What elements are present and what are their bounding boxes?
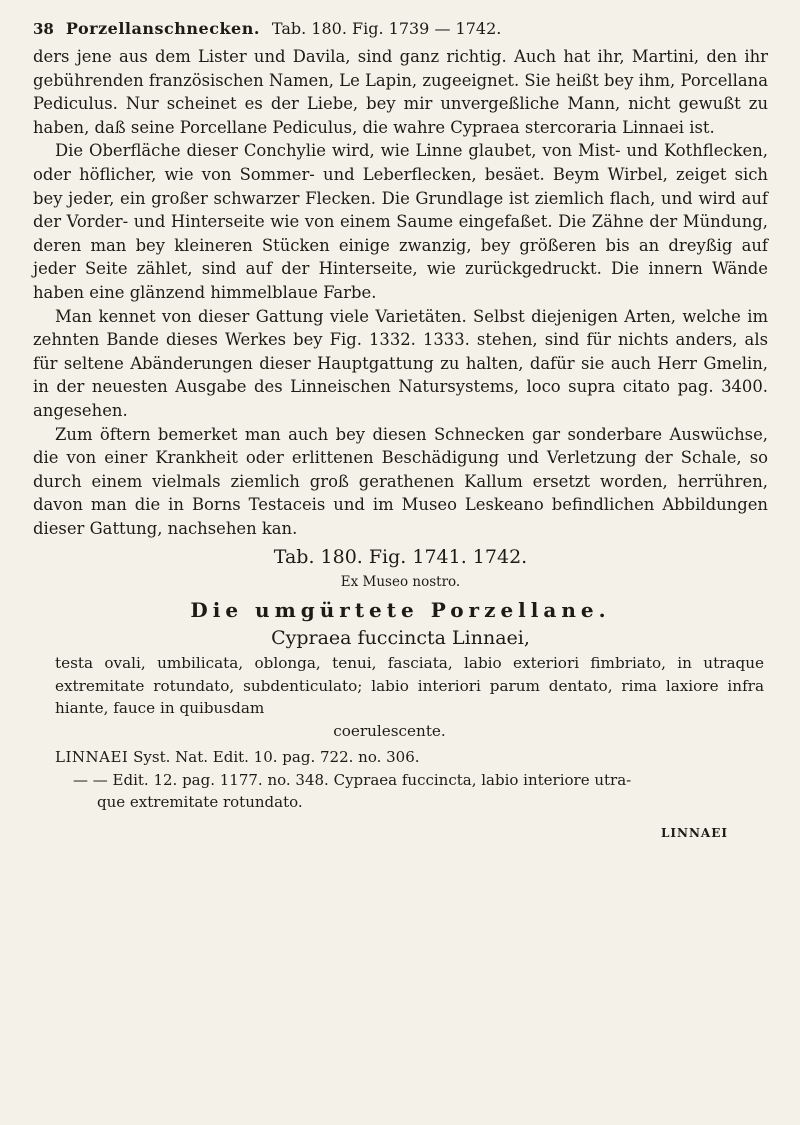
paragraph: Zum öftern bemerket man auch bey diesen Schnecken gar sonderbare Auswüchse, die von einer Krankheit oder erlittenen Beschädigung und Verletzung der Schale, so durch einem vielmals ziemlich groß gerathenen Kallum ersetzt worden, herrühren, davon man die in Borns Testaceis und im Museo Leskeano befindlichen Abbildungen dieser Gattung, nachsehen kan. <box>33 424 768 538</box>
latin-description <box>33 652 768 742</box>
reference-text: Syst. Nat. Edit. 10. pag. 722. no. 306. <box>133 748 420 767</box>
references <box>33 746 768 814</box>
plate-reference: Tab. 180. Fig. 1741. 1742. <box>273 546 528 569</box>
body-text <box>33 45 768 540</box>
plate-range: Tab. 180. Fig. 1739 — 1742. <box>271 19 502 38</box>
paragraph: ders jene aus dem Lister und Davila, sind ganz richtig. Auch hat ihr, Martini, den ihr gebührenden französischen Namen, Le Lapin, zugeeignet. Sie heißt bey ihm, Porcellana Pediculus. Nur scheinet es der Liebe, bey mir unvergeßliche Mann, nicht gewußt zu haben, daß seine Porcellane Pediculus, die wahre Cypraea stercoraria Linnaei ist. <box>33 47 769 137</box>
description-text: testa ovali, umbilicata, oblonga, tenui, fasciata, labio exteriori fimbriato, in utraque extremitate rotundato, subdenticulato; labio interiori parum dentato, rima laxiore infra hiante, fauce in quibusdam <box>55 654 764 718</box>
paragraph: Die Oberfläche dieser Conchylie wird, wie Linne glaubet, von Mist- und Kothflecken, oder höflicher, wie von Sommer- und Leberflecken, besäet. Beym Wirbel, zeiget sich bey jeder, ein großer schwarzer Flecken. Die Grundlage ist ziemlich flach, und wird auf der Vorder- und Hinterseite wie von einem Saume eingefaßet. Die Zähne der Mündung, deren man bey kleineren Stücken einige zwanzig, bey größeren bis an dreyßig auf jeder Seite zählet, sind auf der Hinterseite, wie zurückgedruckt. Die innern Wände haben eine glänzend himmelblaue Farbe. <box>33 141 768 302</box>
description-end: coerulescente. <box>333 721 446 740</box>
running-title: Porzellanschnecken. <box>65 19 260 38</box>
reference-1 <box>55 746 768 769</box>
catchword: LINNAEI <box>660 825 728 840</box>
page-number: 38 <box>33 20 54 38</box>
running-head <box>33 16 768 42</box>
reference-2-continued: que extremitate rotundato. <box>97 793 303 812</box>
reference-author: LINNAEI <box>55 748 129 767</box>
species-title: Die umgürtete Porzellane. <box>190 598 611 623</box>
latin-name: Cypraea fuccincta Linnaei, <box>271 627 530 650</box>
paragraph: Man kennet von dieser Gattung viele Varietäten. Selbst diejenigen Arten, welche im zehnten Bande dieses Werkes bey Fig. 1332. 1333. stehen, sind für nichts anders, als für seltene Abänderungen dieser Hauptgattung zu halten, dafür sie auch Herr Gmelin, in der neuesten Ausgabe des Linneischen Natursystems, loco supra citato pag. 3400. angesehen. <box>33 306 768 420</box>
reference-2: — — Edit. 12. pag. 1177. no. 348. Cypraea fuccincta, labio interiore utra- <box>73 770 632 789</box>
collection-note: Ex Museo nostro. <box>340 574 461 591</box>
